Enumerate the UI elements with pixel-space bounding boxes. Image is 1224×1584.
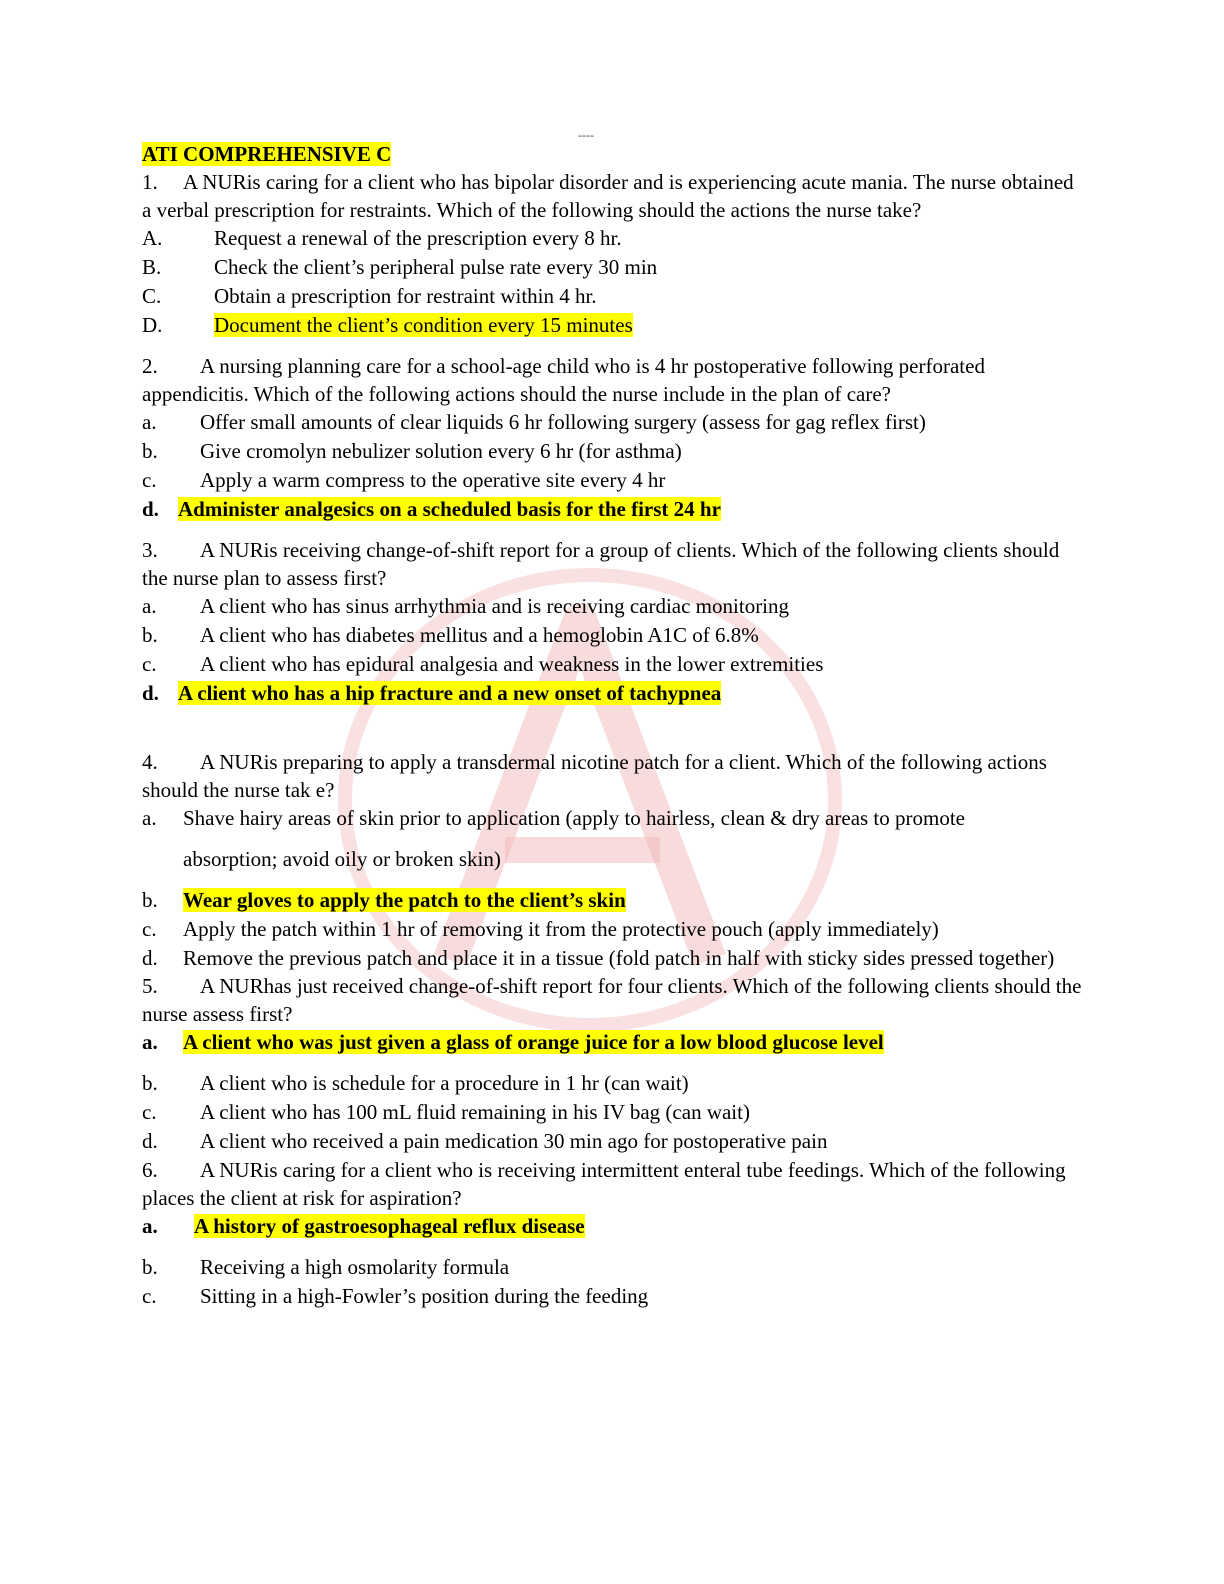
question-2: 2. A nursing planning care for a school-age child who is 4 hr postoperative following perforated appendicitis. Which of the following actions should the nurse include in the plan of care? (142, 354, 985, 406)
question-5-option-c: c. A client who has 100 mL fluid remaining in his IV bag (can wait) (142, 1100, 750, 1124)
question-1: 1. A NURis caring for a client who has bipolar disorder and is experiencing acute mania. The nurse obtained a verbal prescription for restraints. Which of the following should the actions the nurse take? (142, 170, 1074, 222)
question-4-option-c: c. Apply the patch within 1 hr of removing it from the protective pouch (apply immediately) (142, 917, 939, 941)
question-3-option-d: d. A client who has a hip fracture and a new onset of tachypnea (142, 681, 722, 705)
question-2-option-b: b. Give cromolyn nebulizer solution every 6 hr (for asthma) (142, 439, 682, 463)
question-6-option-c: c. Sitting in a high-Fowler’s position during the feeding (142, 1284, 649, 1308)
question-2-option-a: a. Offer small amounts of clear liquids 6 hr following surgery (assess for gag reflex first) (142, 410, 926, 434)
correct-answer: Document the client’s condition every 15 minutes (214, 313, 633, 337)
question-4-option-a-continued: absorption; avoid oily or broken skin) (183, 847, 501, 871)
correct-answer: A history of gastroesophageal reflux disease (194, 1214, 585, 1238)
question-3-option-a: a. A client who has sinus arrhythmia and is receiving cardiac monitoring (142, 594, 790, 618)
correct-answer: A client who was just given a glass of orange juice for a low blood glucose level (183, 1030, 884, 1054)
question-1-option-c: C. Obtain a prescription for restraint within 4 hr. (142, 284, 597, 308)
question-1-option-d: D. Document the client’s condition every 15 minutes (142, 313, 633, 337)
correct-answer: Wear gloves to apply the patch to the client’s skin (183, 888, 626, 912)
question-3: 3. A NURis receiving change-of-shift report for a group of clients. Which of the following clients should the nurse plan to assess first? (142, 538, 1060, 590)
question-5-option-a: a. A client who was just given a glass of orange juice for a low blood glucose level (142, 1030, 884, 1054)
document-body (142, 140, 1082, 1311)
document-title: ATI COMPREHENSIVE C (142, 142, 392, 166)
question-6-option-a: a. A history of gastroesophageal reflux disease (142, 1214, 585, 1238)
question-5-option-d: d. A client who received a pain medication 30 min ago for postoperative pain (142, 1129, 828, 1153)
question-4: 4. A NURis preparing to apply a transdermal nicotine patch for a client. Which of the following actions should the nurse tak e? (142, 750, 1047, 802)
question-5-option-b: b. A client who is schedule for a procedure in 1 hr (can wait) (142, 1071, 689, 1095)
question-4-option-d: d. Remove the previous patch and place it in a tissue (fold patch in half with sticky sides pressed together) (142, 946, 1055, 970)
question-2-option-d: d. Administer analgesics on a scheduled basis for the first 24 hr (142, 497, 721, 521)
question-6-option-b: b. Receiving a high osmolarity formula (142, 1255, 510, 1279)
question-3-option-c: c. A client who has epidural analgesia and weakness in the lower extremities (142, 652, 824, 676)
correct-answer: Administer analgesics on a scheduled basis for the first 24 hr (178, 497, 721, 521)
question-1-option-b: B. Check the client’s peripheral pulse rate every 30 min (142, 255, 658, 279)
question-1-option-a: A. Request a renewal of the prescription every 8 hr. (142, 226, 622, 250)
question-4-option-a: a. Shave hairy areas of skin prior to application (apply to hairless, clean & dry areas to promote (142, 806, 966, 830)
question-5: 5. A NURhas just received change-of-shift report for four clients. Which of the following clients should the nurse assess first? (142, 974, 1082, 1026)
correct-answer: A client who has a hip fracture and a new onset of tachypnea (178, 681, 722, 705)
question-3-option-b: b. A client who has diabetes mellitus and a hemoglobin A1C of 6.8% (142, 623, 759, 647)
question-4-option-b: b. Wear gloves to apply the patch to the client’s skin (142, 888, 626, 912)
question-2-option-c: c. Apply a warm compress to the operative site every 4 hr (142, 468, 666, 492)
header-mark: ---- (578, 128, 594, 142)
question-6: 6. A NURis caring for a client who is receiving intermittent enteral tube feedings. Which of the following places the client at risk for aspiration? (142, 1158, 1066, 1210)
